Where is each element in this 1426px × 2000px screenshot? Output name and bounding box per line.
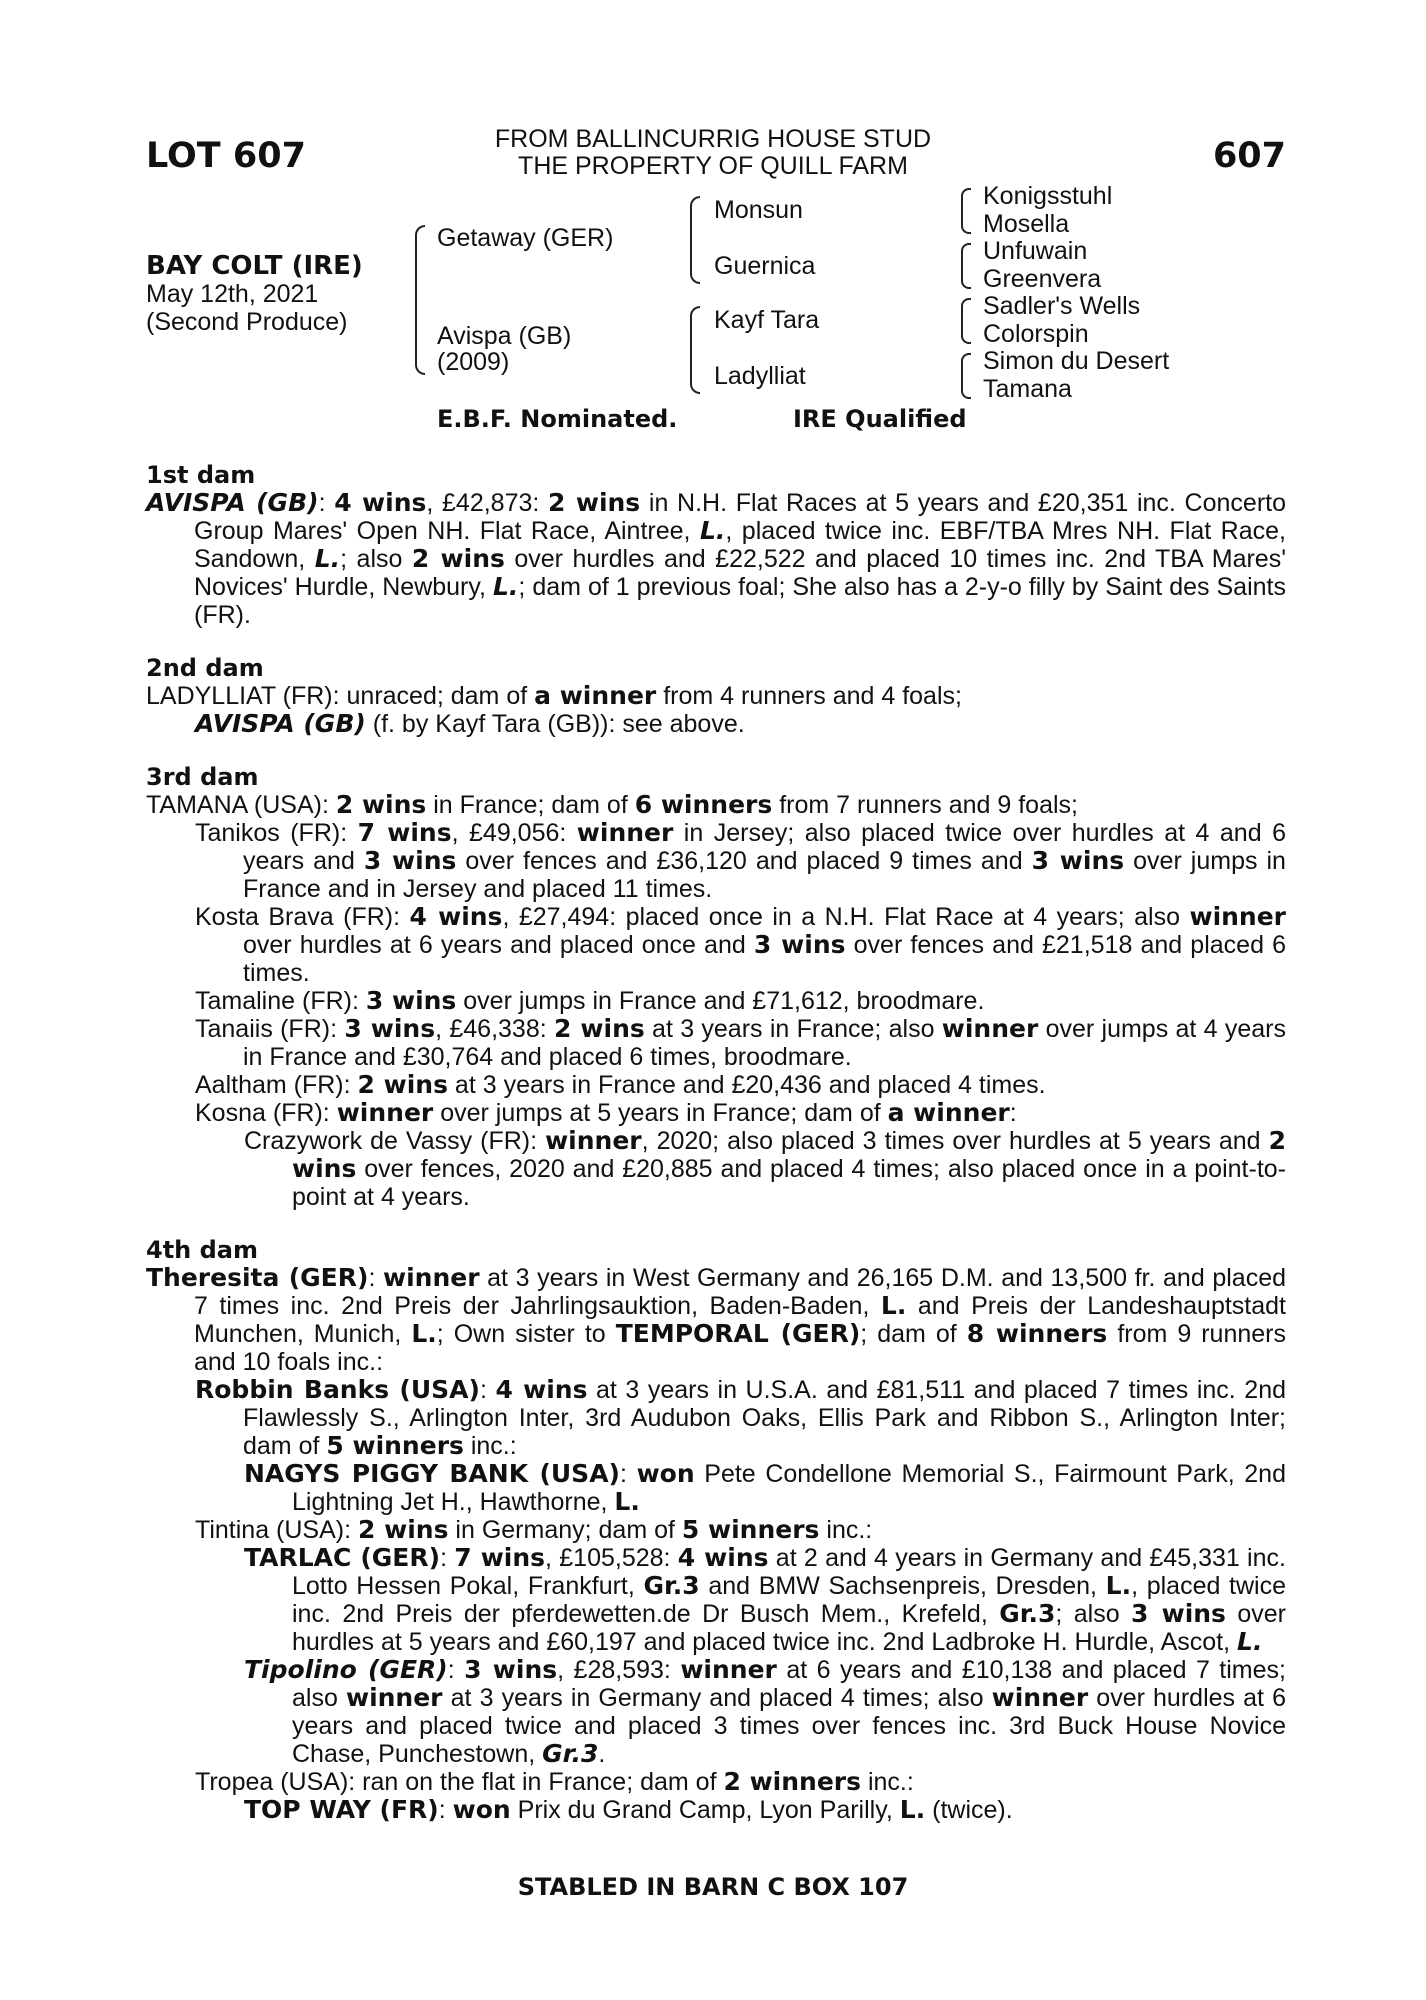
text-run: TAMANA (USA): xyxy=(146,791,336,819)
sire-dam: Guernica xyxy=(714,252,816,280)
text-run: a winner xyxy=(887,1098,1010,1127)
text-run: Tamaline (FR): xyxy=(195,987,366,1015)
text-run: L. xyxy=(314,544,341,573)
text-run: 2 wins xyxy=(357,1070,448,1099)
text-run: winner xyxy=(680,1655,777,1684)
text-run: inc.: xyxy=(463,1432,517,1460)
text-run: 2 wins xyxy=(548,488,641,517)
text-run: winner xyxy=(941,1014,1039,1043)
pedigree-entry xyxy=(146,1376,1286,1460)
text-run: ; also xyxy=(1055,1600,1132,1628)
text-run: L. xyxy=(1105,1571,1132,1600)
text-run: and Preis der Landeshauptstadt Munchen, Munich, xyxy=(194,1292,1286,1348)
text-run: 7 wins xyxy=(357,818,452,847)
text-run: at 3 years in Germany and placed 4 times; also xyxy=(442,1684,992,1712)
text-run: (twice). xyxy=(925,1796,1013,1824)
text-run: 2 wins xyxy=(358,1515,449,1544)
text-run: Tintina (USA): xyxy=(195,1516,359,1544)
text-run: winner xyxy=(545,1126,642,1155)
pedigree-entry xyxy=(146,1127,1286,1211)
text-run: , placed twice inc. EBF/TBA Mres NH. Flat Race, Sandown, xyxy=(194,517,1286,573)
text-run: : xyxy=(619,1460,637,1488)
text-run: 8 winners xyxy=(966,1319,1108,1348)
text-run: winner xyxy=(1189,902,1287,931)
text-run: 2 wins xyxy=(335,790,427,819)
text-run: , placed twice inc. 2nd Preis der pferdewetten.de Dr Busch Mem., Krefeld, xyxy=(292,1572,1287,1628)
text-run: winner xyxy=(576,818,674,847)
text-run: at 3 years in West Germany and 26,165 D.M. and 13,500 fr. and placed 7 times inc. 2nd Preis der Jahrlingsauktion, Baden-Baden, xyxy=(194,1264,1287,1320)
ancestor: Greenvera xyxy=(983,265,1102,293)
text-run: Robbin Banks (USA) xyxy=(195,1375,480,1404)
text-run: 5 winners xyxy=(326,1431,464,1460)
pedigree-entry xyxy=(146,1544,1286,1656)
text-run: winner xyxy=(991,1683,1089,1712)
text-run: from 4 runners and 4 foals; xyxy=(656,682,962,710)
text-run: at 3 years in France; also xyxy=(644,1015,942,1043)
text-run: Tropea (USA): ran on the flat in France; dam of xyxy=(195,1768,724,1796)
text-run: from 9 runners and 10 foals inc.: xyxy=(194,1320,1287,1376)
pedigree-entry xyxy=(146,1460,1286,1516)
text-run: at 3 years in France and £20,436 and placed 4 times. xyxy=(447,1071,1046,1099)
colt-dob: May 12th, 2021 xyxy=(146,280,319,308)
text-run: 2 wins xyxy=(553,1014,645,1043)
text-run: 3 wins xyxy=(344,1014,436,1043)
text-run: , £105,528: xyxy=(545,1544,678,1572)
text-run: 4 wins xyxy=(495,1375,588,1404)
text-run: 7 wins xyxy=(454,1543,546,1572)
pedigree-brace xyxy=(961,298,971,344)
text-run: 2 winners xyxy=(723,1767,862,1796)
text-run: winner xyxy=(383,1263,480,1292)
pedigree-entry xyxy=(146,710,1286,738)
text-run: from 7 runners and 9 foals; xyxy=(772,791,1078,819)
pedigree-brace xyxy=(690,306,700,394)
text-run: TEMPORAL (GER) xyxy=(615,1319,861,1348)
text-run: 3 wins xyxy=(1131,1599,1226,1628)
text-run: : xyxy=(1009,1099,1017,1127)
text-run: : xyxy=(479,1376,496,1404)
sire-sire: Monsun xyxy=(714,196,803,224)
vendor-line-2: THE PROPERTY OF QUILL FARM xyxy=(518,152,908,180)
ancestor: Sadler's Wells xyxy=(983,292,1141,320)
text-run: Tipolino (GER) xyxy=(244,1655,448,1684)
text-run: and BMW Sachsenpreis, Dresden, xyxy=(699,1572,1106,1600)
pedigree-brace xyxy=(961,243,971,289)
text-run: 3 wins xyxy=(1031,846,1125,875)
dam-sire: Kayf Tara xyxy=(714,306,820,334)
text-run: L. xyxy=(880,1291,907,1320)
pedigree-entry xyxy=(146,1099,1286,1127)
text-run: a winner xyxy=(534,681,657,710)
text-run: , £49,056: xyxy=(451,819,577,847)
text-run: over hurdles and £22,522 and placed 10 times inc. 2nd TBA Mares' Novices' Hurdle, Newbury, xyxy=(194,545,1286,601)
text-run: won xyxy=(636,1459,695,1488)
text-run: won xyxy=(452,1795,511,1824)
text-run: Aaltham (FR): xyxy=(195,1071,358,1099)
text-run: , £42,873: xyxy=(426,489,549,517)
stabling-info: STABLED IN BARN C BOX 107 xyxy=(517,1873,909,1901)
text-run: 3 wins xyxy=(365,986,457,1015)
text-run: Prix du Grand Camp, Lyon Parilly, xyxy=(510,1796,900,1824)
text-run: over fences and £36,120 and placed 9 times and xyxy=(456,847,1032,875)
text-run: (f. by Kayf Tara (GB)): see above. xyxy=(365,710,745,738)
text-run: winner xyxy=(345,1683,443,1712)
text-run: L. xyxy=(899,1795,926,1824)
pedigree-entry xyxy=(146,791,1286,819)
pedigree-entry xyxy=(146,1071,1286,1099)
text-run: 3 wins xyxy=(363,846,457,875)
pedigree-entry xyxy=(146,1015,1286,1071)
pedigree-entry xyxy=(146,987,1286,1015)
text-run: , £27,494: placed once in a N.H. Flat Race at 4 years; also xyxy=(502,903,1190,931)
vendor-line-1: FROM BALLINCURRIG HOUSE STUD xyxy=(494,125,932,153)
text-run: 6 winners xyxy=(634,790,773,819)
ebf-nominated: E.B.F. Nominated. xyxy=(437,405,678,433)
lot-label: LOT 607 xyxy=(146,136,306,176)
colt-title: BAY COLT (IRE) xyxy=(146,251,363,281)
text-run: 2 wins xyxy=(292,1126,1286,1183)
text-run: TOP WAY (FR) xyxy=(244,1795,439,1824)
text-run: Crazywork de Vassy (FR): xyxy=(244,1127,546,1155)
text-run: L. xyxy=(492,572,519,601)
text-run: Tanikos (FR): xyxy=(195,819,358,847)
section-heading: 1st dam xyxy=(146,461,256,489)
pedigree-brace xyxy=(961,188,971,234)
pedigree-brace xyxy=(961,353,971,399)
text-run: : xyxy=(438,1796,453,1824)
colt-produce: (Second Produce) xyxy=(146,308,348,336)
text-run: ; also xyxy=(340,545,412,573)
text-run: in Jersey; also placed twice over hurdles at 4 and 6 years and xyxy=(243,819,1286,875)
text-run: Gr.3 xyxy=(643,1571,700,1600)
text-run: Theresita (GER) xyxy=(146,1263,369,1292)
text-run: L. xyxy=(699,516,726,545)
lot-number: 607 xyxy=(1212,136,1286,176)
dam-year: (2009) xyxy=(437,348,510,376)
pedigree-brace xyxy=(415,225,425,375)
text-run: 4 wins xyxy=(334,488,427,517)
text-run: L. xyxy=(1237,1627,1263,1656)
pedigree-entry xyxy=(146,903,1286,987)
text-run: Tanaiis (FR): xyxy=(195,1015,345,1043)
text-run: over hurdles at 6 years and placed once and xyxy=(243,931,754,959)
text-run: in Germany; dam of xyxy=(448,1516,682,1544)
pedigree-entry xyxy=(146,489,1286,629)
text-run: ; Own sister to xyxy=(436,1320,616,1348)
pedigree-entry xyxy=(146,1656,1286,1768)
text-run: Gr.3 xyxy=(542,1739,599,1768)
text-run: . xyxy=(598,1740,606,1768)
text-run: 4 wins xyxy=(409,902,503,931)
text-run: winner xyxy=(336,1098,434,1127)
ire-qualified: IRE Qualified xyxy=(793,405,967,433)
text-run: over fences, 2020 and £20,885 and placed 4 times; also placed once in a point-to-point at 4 years. xyxy=(292,1155,1286,1211)
text-run: at 6 years and £10,138 and placed 7 times; also xyxy=(292,1656,1286,1712)
text-run: AVISPA (GB) xyxy=(146,488,319,517)
text-run: Kosta Brava (FR): xyxy=(195,903,410,931)
pedigree-entry xyxy=(146,1516,1286,1544)
text-run: over fences and £21,518 and placed 6 times. xyxy=(243,931,1286,987)
text-run: over hurdles at 5 years and £60,197 and placed twice inc. 2nd Ladbroke H. Hurdle, Ascot, xyxy=(292,1600,1286,1656)
text-run: in France; dam of xyxy=(426,791,635,819)
dam: Avispa (GB) xyxy=(437,322,572,350)
ancestor: Mosella xyxy=(983,210,1070,238)
text-run: L. xyxy=(614,1487,640,1516)
text-run: : xyxy=(318,489,335,517)
text-run: 5 winners xyxy=(681,1515,820,1544)
text-run: ; dam of xyxy=(860,1320,967,1348)
text-run: 2 wins xyxy=(411,544,505,573)
text-run: over jumps in France and in Jersey and placed 11 times. xyxy=(243,847,1286,903)
pedigree-entry xyxy=(146,1264,1286,1376)
text-run: L. xyxy=(411,1319,437,1348)
pedigree-entry xyxy=(146,1796,1286,1824)
text-run: LADYLLIAT (FR): unraced; dam of xyxy=(146,682,535,710)
text-run: TARLAC (GER) xyxy=(244,1543,441,1572)
text-run: over jumps in France and £71,612, broodmare. xyxy=(456,987,985,1015)
text-run: in N.H. Flat Races at 5 years and £20,351 inc. Concerto Group Mares' Open NH. Flat Race, Aintree, xyxy=(194,489,1286,545)
text-run: inc.: xyxy=(819,1516,873,1544)
text-run: , £46,338: xyxy=(435,1015,554,1043)
text-run: 3 wins xyxy=(464,1655,558,1684)
text-run: : xyxy=(440,1544,455,1572)
sire: Getaway (GER) xyxy=(437,224,614,252)
text-run: AVISPA (GB) xyxy=(195,709,366,738)
text-run: Kosna (FR): xyxy=(195,1099,337,1127)
text-run: , £28,593: xyxy=(557,1656,681,1684)
catalogue-body xyxy=(146,462,1286,1824)
text-run: 3 wins xyxy=(753,930,846,959)
text-run: over jumps at 5 years in France; dam of xyxy=(433,1099,888,1127)
text-run: ; dam of 1 previous foal; She also has a 2-y-o filly by Saint des Saints (FR). xyxy=(194,573,1286,629)
dam-dam: Ladylliat xyxy=(714,362,806,390)
text-run: , 2020; also placed 3 times over hurdles at 5 years and xyxy=(641,1127,1269,1155)
ancestor: Simon du Desert xyxy=(983,347,1170,375)
text-run: over hurdles at 6 years and placed twice and placed 3 times over fences inc. 3rd Buck House Novice Chase, Punchestown, xyxy=(292,1684,1286,1768)
text-run: 4 wins xyxy=(677,1543,769,1572)
pedigree-entry xyxy=(146,682,1286,710)
text-run: NAGYS PIGGY BANK (USA) xyxy=(244,1459,620,1488)
text-run: over jumps at 4 years in France and £30,764 and placed 6 times, broodmare. xyxy=(243,1015,1286,1071)
pedigree-entry xyxy=(146,1768,1286,1796)
text-run: at 3 years in U.S.A. and £81,511 and placed 7 times inc. 2nd Flawlessly S., Arlington Inter, 3rd Audubon Oaks, Ellis Park and Ribbon S., Arlington Inter; dam of xyxy=(243,1376,1286,1460)
text-run: Gr.3 xyxy=(999,1599,1056,1628)
ancestor: Tamana xyxy=(983,375,1072,403)
text-run: at 2 and 4 years in Germany and £45,331 inc. Lotto Hessen Pokal, Frankfurt, xyxy=(292,1544,1286,1600)
text-run: : xyxy=(447,1656,465,1684)
text-run: inc.: xyxy=(861,1768,914,1796)
section-heading: 4th dam xyxy=(146,1236,258,1264)
section-heading: 2nd dam xyxy=(146,654,264,682)
section-heading: 3rd dam xyxy=(146,763,259,791)
text-run: : xyxy=(368,1264,383,1292)
ancestor: Konigsstuhl xyxy=(983,182,1113,210)
text-run: Pete Condellone Memorial S., Fairmount Park, 2nd Lightning Jet H., Hawthorne, xyxy=(292,1460,1286,1516)
pedigree-brace xyxy=(690,196,700,284)
ancestor: Colorspin xyxy=(983,320,1089,348)
ancestor: Unfuwain xyxy=(983,237,1088,265)
pedigree-entry xyxy=(146,819,1286,903)
